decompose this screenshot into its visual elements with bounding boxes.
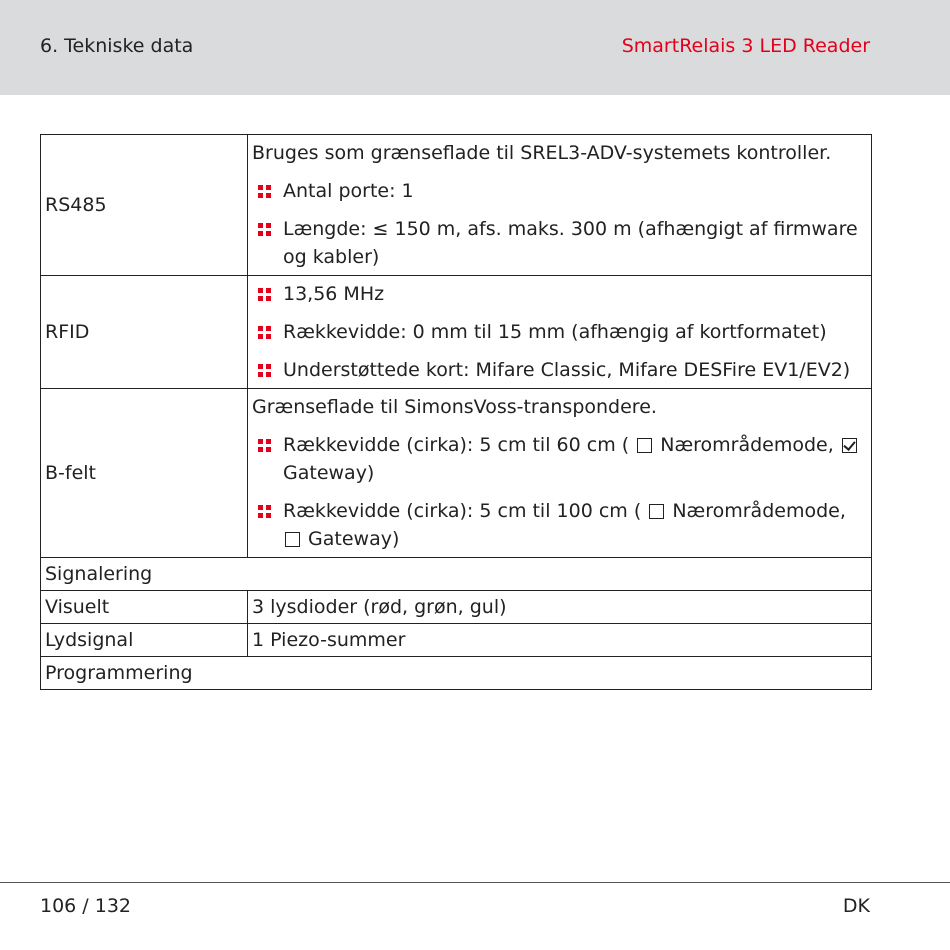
table-row (41, 657, 872, 690)
page-header (0, 0, 950, 95)
tech-data-table (40, 134, 872, 690)
product-name: SmartRelais 3 LED Reader (621, 35, 870, 57)
list-item: Rækkevidde: 0 mm til 15 mm (afhængig af kortformatet) (252, 318, 867, 346)
list-item: 13,56 MHz (252, 280, 867, 308)
row-content-bfelt (248, 389, 872, 558)
list-item: Rækkevidde (cirka): 5 cm til 60 cm ( Nærområdemode, Gateway) (252, 431, 867, 487)
footer-divider (0, 882, 950, 883)
list-item: Understøttede kort: Mifare Classic, Mifare DESFire EV1/EV2) (252, 356, 867, 384)
list-item: Længde: ≤ 150 m, afs. maks. 300 m (afhængigt af firmware og kabler) (252, 215, 867, 271)
table-row (41, 276, 872, 389)
bullet-icon (258, 505, 271, 518)
checkbox-icon (637, 438, 652, 453)
row-label-lydsignal: Lydsignal (41, 624, 248, 657)
bullet-icon (258, 288, 271, 301)
table-row (41, 591, 872, 624)
bullet-icon (258, 185, 271, 198)
table-row (41, 558, 872, 591)
row-label-bfelt: B-felt (41, 389, 248, 558)
table-row (41, 624, 872, 657)
bullet-icon (258, 439, 271, 452)
list-item: Rækkevidde (cirka): 5 cm til 100 cm ( Nærområdemode, Gateway) (252, 497, 867, 553)
checkbox-icon (285, 532, 300, 547)
row-value-lydsignal: 1 Piezo-summer (248, 624, 872, 657)
page-number: 106 / 132 (40, 895, 132, 917)
section-row-signalering: Signalering (41, 558, 872, 591)
checkbox-icon (649, 504, 664, 519)
row-content-rs485 (248, 135, 872, 276)
language-code: DK (842, 895, 870, 917)
rs485-intro: Bruges som grænseflade til SREL3-ADV-systemets kontroller. (252, 142, 832, 164)
row-value-visuelt: 3 lysdioder (rød, grøn, gul) (248, 591, 872, 624)
section-row-programmering: Programmering (41, 657, 872, 690)
table-row (41, 389, 872, 558)
bullet-icon (258, 364, 271, 377)
bullet-icon (258, 223, 271, 236)
section-title: 6. Tekniske data (40, 35, 194, 57)
bfelt-intro: Grænseflade til SimonsVoss-transpondere. (252, 396, 657, 418)
checkbox-checked-icon (842, 438, 857, 453)
row-content-rfid (248, 276, 872, 389)
table-row (41, 135, 872, 276)
row-label-rfid: RFID (41, 276, 248, 389)
list-item: Antal porte: 1 (252, 177, 867, 205)
row-label-visuelt: Visuelt (41, 591, 248, 624)
bullet-icon (258, 326, 271, 339)
row-label-rs485: RS485 (41, 135, 248, 276)
